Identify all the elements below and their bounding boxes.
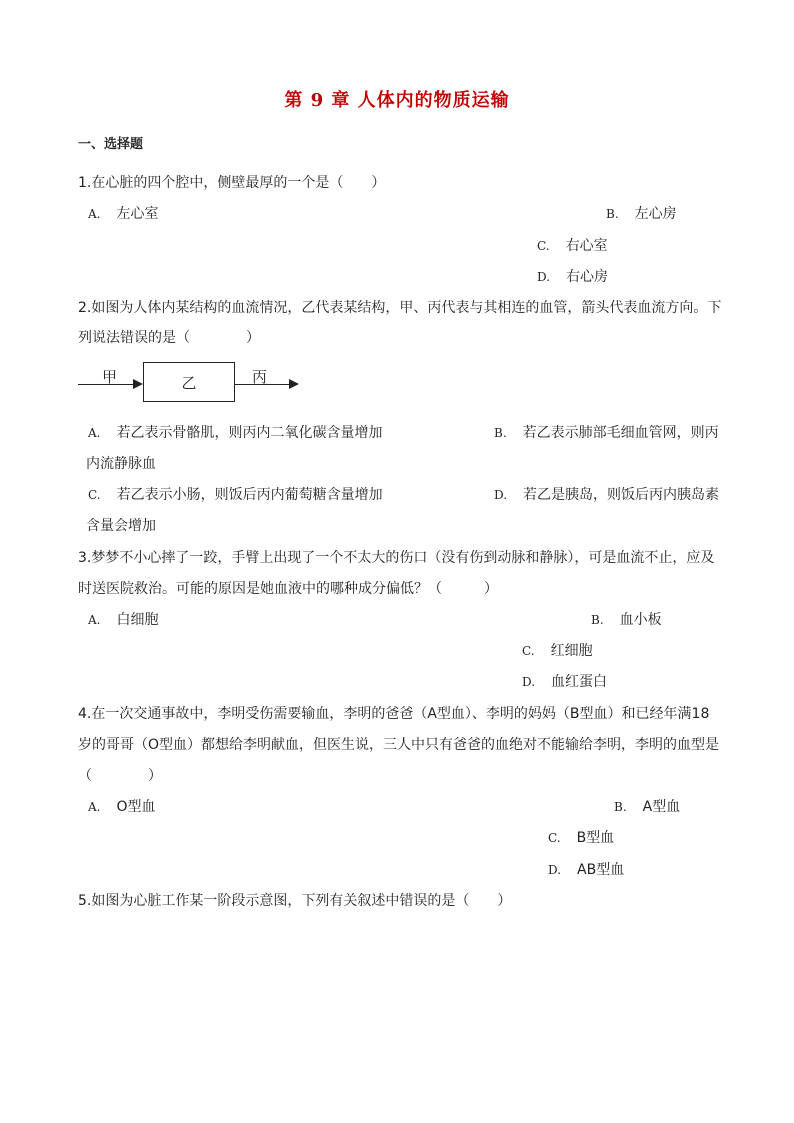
option-text: 右心房 xyxy=(566,269,609,285)
option-text: 若乙表示小肠，则饭后丙内葡萄糖含量增加 xyxy=(116,487,383,503)
diagram-label-jia: 甲 xyxy=(102,368,118,386)
page-title: 第 9 章 人体内的物质运输 xyxy=(284,90,510,111)
option-letter: D. xyxy=(537,270,551,284)
diagram-arrowhead-out xyxy=(289,379,299,389)
question-2-option-b[interactable] xyxy=(494,422,719,442)
question-2-option-d-continued: 含量会增加 xyxy=(86,518,156,534)
question-3-option-c[interactable] xyxy=(522,640,593,660)
option-text: 若乙表示骨骼肌，则丙内二氧化碳含量增加 xyxy=(116,425,383,441)
option-text: AB型血 xyxy=(577,862,625,878)
option-letter: A. xyxy=(88,426,101,440)
question-1-option-c[interactable] xyxy=(537,235,608,255)
question-1-option-a[interactable] xyxy=(88,203,158,223)
option-letter: C. xyxy=(522,644,535,658)
option-text: 红细胞 xyxy=(550,643,593,659)
option-text: A型血 xyxy=(642,799,681,815)
option-letter: B. xyxy=(614,800,627,814)
question-4-stem-line-1: 4.在一次交通事故中，李明受伤需要输血，李明的爸爸（A型血）、李明的妈妈（B型血）和已经年满18 xyxy=(78,706,710,722)
question-2-option-b-continued: 内流静脉血 xyxy=(86,456,156,472)
question-4-option-a[interactable] xyxy=(88,796,156,816)
option-letter: D. xyxy=(548,863,562,877)
question-3-stem-line-2: 时送医院救治。可能的原因是她血液中的哪种成分偏低？（ ） xyxy=(78,581,498,597)
diagram-label-yi: 乙 xyxy=(181,374,197,392)
question-4-option-b[interactable] xyxy=(614,796,680,816)
option-letter: C. xyxy=(88,488,101,502)
question-3-option-b[interactable] xyxy=(591,609,662,629)
option-letter: B. xyxy=(494,426,507,440)
question-3-option-a[interactable] xyxy=(88,609,158,629)
diagram-arrow-out xyxy=(235,384,290,385)
question-4-stem-line-3: （ ） xyxy=(78,768,162,784)
option-letter: D. xyxy=(522,675,536,689)
option-text: 白细胞 xyxy=(116,612,159,628)
question-2-option-d[interactable] xyxy=(494,484,719,504)
diagram-arrowhead-in xyxy=(133,379,143,389)
option-letter: A. xyxy=(88,207,101,221)
option-letter: A. xyxy=(88,800,101,814)
question-3-option-d[interactable] xyxy=(522,671,607,691)
option-text: 若乙是胰岛，则饭后丙内胰岛素 xyxy=(523,487,720,503)
option-letter: C. xyxy=(548,831,561,845)
question-5-stem: 5.如图为心脏工作某一阶段示意图，下列有关叙述中错误的是（ ） xyxy=(78,893,512,909)
diagram-label-bing: 丙 xyxy=(252,368,268,386)
question-1-option-b[interactable] xyxy=(606,203,677,223)
option-text: 左心室 xyxy=(116,206,159,222)
option-text: 血红蛋白 xyxy=(551,674,608,690)
section-heading: 一、选择题 xyxy=(78,137,144,152)
question-1-option-d[interactable] xyxy=(537,266,608,286)
question-4-option-d[interactable] xyxy=(548,859,624,879)
option-text: 左心房 xyxy=(634,206,677,222)
option-text: 血小板 xyxy=(619,612,662,628)
question-2-stem-line-2: 列说法错误的是（ ） xyxy=(78,330,260,346)
option-letter: A. xyxy=(88,613,101,627)
option-text: 若乙表示肺部毛细血管网，则丙 xyxy=(522,425,719,441)
question-1-stem: 1.在心脏的四个腔中，侧壁最厚的一个是（ ） xyxy=(78,175,386,191)
question-4-stem-line-2: 岁的哥哥（O型血）都想给李明献血，但医生说，三人中只有爸爸的血绝对不能输给李明，李明的血型是 xyxy=(78,737,720,753)
option-letter: C. xyxy=(537,239,550,253)
option-letter: D. xyxy=(494,488,508,502)
option-letter: B. xyxy=(606,207,619,221)
option-letter: B. xyxy=(591,613,604,627)
question-2-option-a[interactable] xyxy=(88,422,382,442)
option-text: 右心室 xyxy=(565,238,608,254)
option-text: B型血 xyxy=(576,830,615,846)
question-2-option-c[interactable] xyxy=(88,484,383,504)
question-2-stem-line-1: 2.如图为人体内某结构的血流情况，乙代表某结构，甲、丙代表与其相连的血管，箭头代表血流方向。下 xyxy=(78,300,722,316)
option-text: O型血 xyxy=(116,799,156,815)
diagram-arrow-in xyxy=(78,384,134,385)
question-4-option-c[interactable] xyxy=(548,827,614,847)
question-3-stem-line-1: 3.梦梦不小心摔了一跤，手臂上出现了一个不太大的伤口（没有伤到动脉和静脉），可是血流不止，应及 xyxy=(78,550,715,566)
